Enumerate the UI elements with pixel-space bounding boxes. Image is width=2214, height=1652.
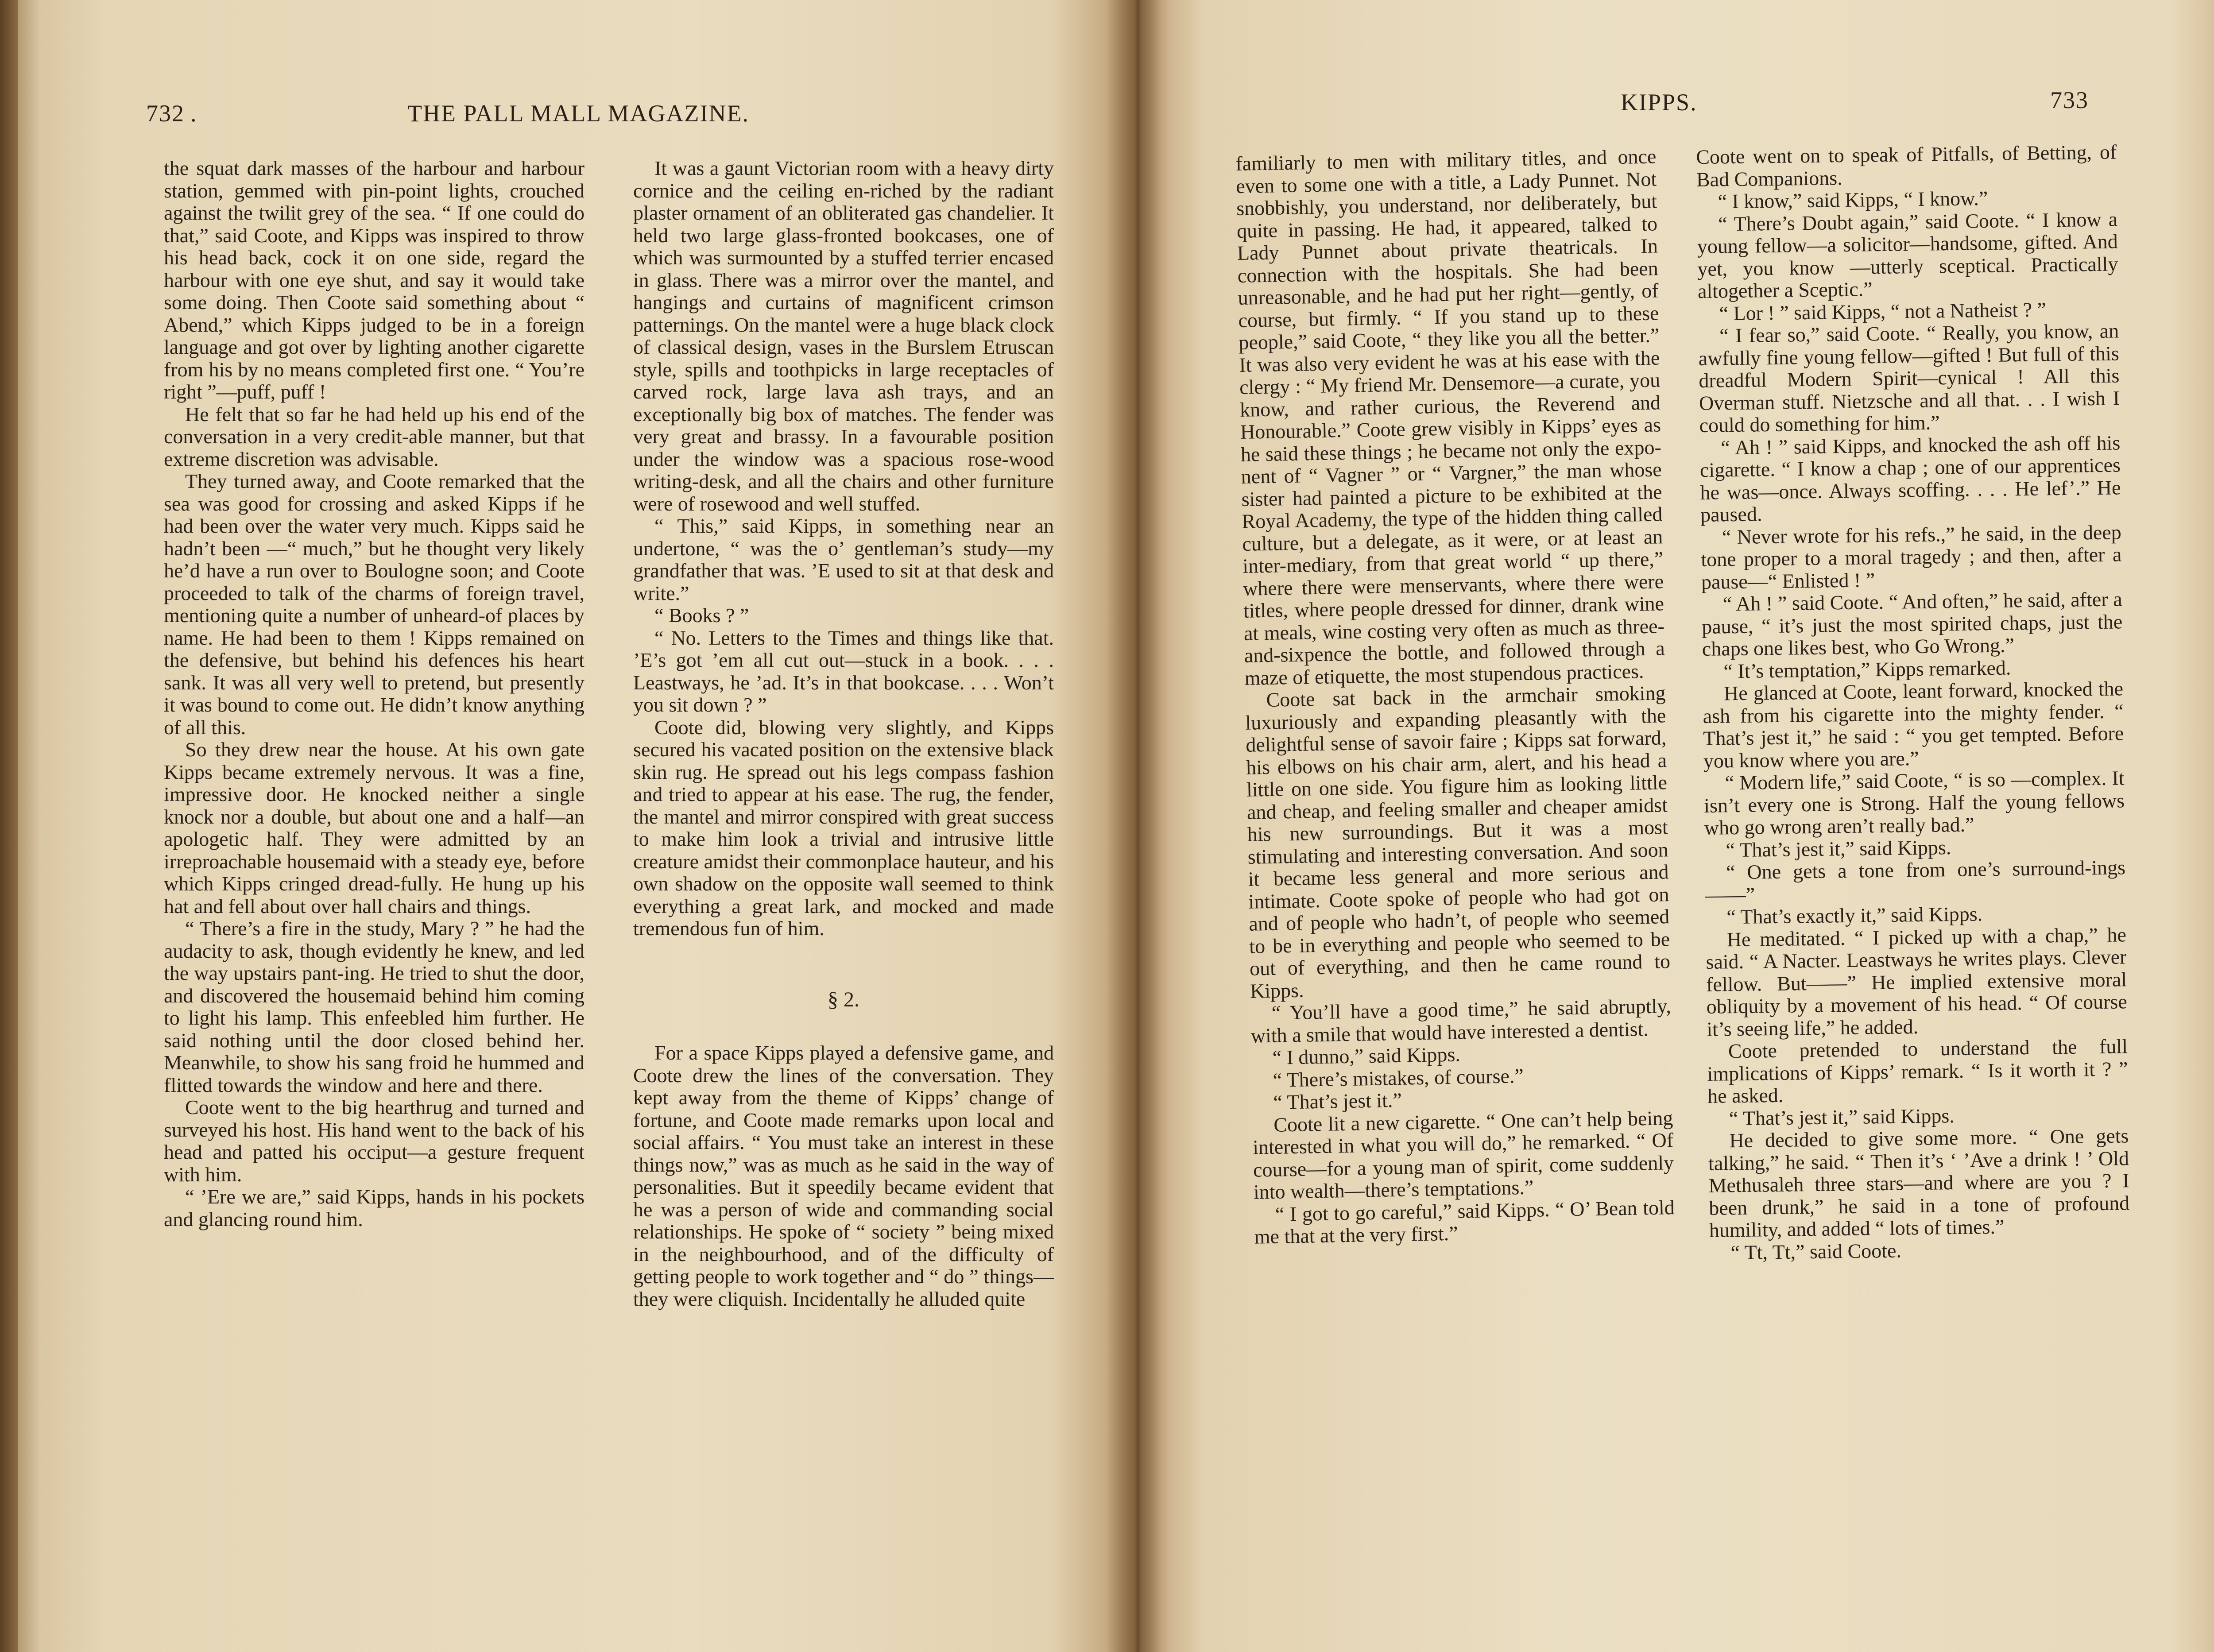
- paragraph: “ That’s jest it.”: [1273, 1088, 1402, 1114]
- left-page: [18, 0, 1138, 1652]
- paragraph: “ Lor ! ” said Kipps, “ not a Natheist ? ”: [1719, 298, 2047, 325]
- dot-separator: .: [190, 100, 197, 127]
- paragraph: It was a gaunt Victorian room with a heavy dirty cornice and the ceiling en-riched by the radiant plaster ornament of an obliterated gas chandelier. It held two large glass-fronted bookcases, one of which was surmounted by a stuffed terrier encased in glass. There was a mirror over the mantel, and hangings and curtains of magnificent crimson patternings. On the mantel were a huge black clock of classical design, vases in the Burslem Etruscan style, spills and toothpicks in large receptacles of carved rock, large lava ash trays, and an exceptionally big box of matches. The fender was very great and brassy. In a favourable position under the window was a spacious rose-wood writing-desk, and all the chairs and other furniture were of rosewood and well stuffed.: [633, 157, 1054, 515]
- paragraph: “ This,” said Kipps, in something near an undertone, “ was the o’ gentleman’s study—my grandfather that was. ’E used to sit at that desk and write.”: [633, 515, 1054, 604]
- right-page: [1138, 0, 2214, 1652]
- paragraph: “ Books ? ”: [654, 604, 749, 627]
- paragraph: “ One gets a tone from one’s surround-ings——”: [1705, 856, 2126, 906]
- paragraph: “ That’s jest it,” said Kipps.: [1726, 836, 1951, 861]
- paragraph: “ ’Ere we are,” said Kipps, hands in his pockets and glancing round him.: [164, 1185, 584, 1230]
- section-mark: § 2.: [828, 987, 859, 1011]
- paragraph: Coote went on to speak of Pitfalls, of Betting, of Bad Companions.: [1695, 140, 2117, 191]
- paragraph: “ Never wrote for his refs.,” he said, in the deep tone proper to a moral tragedy ; and then, after a pause—“ Enlisted ! ”: [1701, 520, 2122, 593]
- left-page-column-2: [633, 157, 1054, 1310]
- paragraph: Coote did, blowing very slightly, and Kipps secured his vacated position on the extensive black skin rug. He spread out his legs compass fashion and tried to appear at his ease. The rug, the fender, the mantel and mirror conspired with great success to make him look a trivial and intrusive little creature amidst their commonplace hauteur, and his own shadow on the opposite wall seemed to think everything a great lark, and mocked and made tremendous fun of him.: [633, 716, 1054, 940]
- paragraph: the squat dark masses of the harbour and harbour station, gemmed with pin-point lights, crouched against the twilit grey of the sea. “ If one could do that,” said Coote, and Kipps was inspired to throw his head back, cock it on one side, regard the harbour with one eye shut, and say it would take some doing. Then Coote said something about “ Abend,” which Kipps judged to be in a foreign language and got over by lighting another cigarette from his by no means completed first one. “ You’re right ”—puff, puff !: [164, 157, 584, 403]
- paragraph: “ I fear so,” said Coote. “ Really, you know, an awfully fine young fellow—gifted ! But full of this dreadful Modern Spirit—cynical ! All this Overman stuff. Nietzsche and all that. . . I wish I could do something for him.”: [1698, 319, 2120, 437]
- paragraph: “ It’s temptation,” Kipps remarked.: [1723, 656, 2011, 682]
- paragraph: “ No. Letters to the Times and things like that. ’E’s got ’em all cut out—stuck in a book. . . . Leastways, he ’ad. It’s in that bookcase. . . . Won’t you sit down ? ”: [633, 626, 1054, 716]
- paragraph: familiarly to men with military titles, and once even to some one with a title, a Lady Punnet. Not snobbishly, you understand, nor deliberately, but quite in passing. He had, it appeared, talked to Lady Punnet about private theatricals. In connection with the hospitals. She had been unreasonable, and he had put her right—gently, of course, but firmly. “ If you stand up to these people,” said Coote, “ they like you all the better.” It was also very evident he was at his ease with the clergy : “ My friend Mr. Densemore—a curate, you know, and rather curious, the Reverend and Honourable.” Coote grew visibly in Kipps’ eyes as he said these things ; he became not only the expo-nent of “ Vagner ” or “ Vargner,” the man whose sister had painted a picture to be exhibited at the Royal Academy, the type of the hidden thing called culture, but a delegate, as it were, or at least an inter-mediary, from that great world “ up there,” where there were menservants, where there were titles, where people dressed for dinner, drank wine at meals, wine costing very often as much as three-and-sixpence the bottle, and followed through a maze of etiquette, the most stupendous practices.: [1235, 145, 1665, 689]
- paragraph: “ I got to go careful,” said Kipps. “ O’ Bean told me that at the very first.”: [1254, 1195, 1675, 1248]
- paragraph: Coote went to the big hearthrug and turned and surveyed his host. His hand went to the back of his head and patted his occiput—a gesture frequent with him.: [164, 1096, 584, 1186]
- paragraph: “ That’s exactly it,” said Kipps.: [1726, 902, 1983, 929]
- paragraph: “ There’s a fire in the study, Mary ? ” he had the audacity to ask, though evidently he knew, and led the way upstairs pant-ing. He tried to shut the door, and discovered the housemaid behind him coming to light his lamp. This enfeebled him further. He said nothing until the door closed behind her. Meanwhile, to show his sang froid he hummed and flitted towards the window and here and there.: [164, 917, 584, 1096]
- paragraph: “ Modern life,” said Coote, “ is so —complex. It isn’t every one is Strong. Half the young fellows who go wrong aren’t really bad.”: [1703, 766, 2125, 839]
- paragraph: “ You’ll have a good time,” he said abruptly, with a smile that would have interested a dentist.: [1250, 994, 1672, 1047]
- paragraph: They turned away, and Coote remarked that the sea was good for crossing and asked Kipps if he had been over the water very much. Kipps said he hadn’t been —“ much,” but he thought very likely he’d have a run over to Boulogne soon; and Coote proceeded to talk of the charms of foreign travel, mentioning quite a number of unheard-of places by name. He had been to them ! Kipps remained on the defensive, but behind his defences his heart sank. It was all very well to pretend, but presently it was bound to come out. He didn’t know anything of all this.: [164, 470, 584, 739]
- paragraph: “ Ah ! ” said Coote. “ And often,” he said, after a pause, “ it’s just the most spirited chaps, just the chaps one likes best, who Go Wrong.”: [1701, 588, 2123, 660]
- paragraph: “ There’s mistakes, of course.”: [1273, 1064, 1524, 1091]
- paragraph: “ I dunno,” said Kipps.: [1272, 1043, 1461, 1069]
- paragraph: “ Tt, Tt,” said Coote.: [1730, 1239, 1902, 1264]
- paragraph: Coote lit a new cigarette. “ One can’t help being interested in what you will do,” he remarked. “ Of course—for a young man of spirit, come suddenly into wealth—there’s temptations.”: [1252, 1106, 1674, 1203]
- left-page-column-1: [164, 157, 584, 1230]
- paragraph: For a space Kipps played a defensive game, and Coote drew the lines of the conversation. They kept away from the theme of Kipps’ change of fortune, and Coote made remarks upon local and social affairs. “ You must take an interest in these things now,” was as much as he said in the way of personalities. But it speedily became evident that he was a person of wide and commanding social relationships. He spoke of “ society ” being mixed in the neighbourhood, and of the difficulty of getting people to work together and “ do ” things—they were cliquish. Incidentally he alluded quite: [633, 1041, 1054, 1310]
- paragraph: He decided to give some more. “ One gets talking,” he said. “ Then it’s ‘ ’Ave a drink ! ’ Old Methusaleh three stars—and where are you ? I been drunk,” he said in a tone of profound humility, and added “ lots of times.”: [1708, 1124, 2130, 1242]
- paragraph: So they drew near the house. At his own gate Kipps became extremely nervous. It was a fine, impressive door. He knocked neither a single knock nor a double, but about one and a half—an apologetic half. They were admitted by an irreproachable housemaid with a steady eye, before which Kipps cringed dread-fully. He hung up his hat and fell about over hall chairs and things.: [164, 738, 584, 917]
- page-number-right: 733: [2050, 87, 2089, 113]
- right-page-column-2: [1696, 141, 2130, 1264]
- paragraph: “ I know,” said Kipps, “ I know.”: [1718, 186, 1988, 213]
- book-cover-left-edge: [0, 0, 18, 1652]
- running-head-left: THE PALL MALL MAGAZINE.: [407, 100, 749, 127]
- paragraph: He felt that so far he had held up his end of the conversation in a very credit-able manner, but that extreme discretion was advisable.: [164, 402, 584, 470]
- right-page-column-1: [1235, 145, 1675, 1248]
- running-head-right: KIPPS.: [1621, 89, 1697, 116]
- paragraph: “ Ah ! ” said Kipps, and knocked the ash off his cigarette. “ I know a chap ; one of our apprentices he was—once. Always scoffing. . . . He lef’.” He paused.: [1699, 431, 2121, 526]
- paragraph: “ That’s jest it,” said Kipps.: [1729, 1104, 1955, 1130]
- paragraph: “ There’s Doubt again,” said Coote. “ I know a young fellow—a solicitor—handsome, gifted. And yet, you know —utterly sceptical. Practically altogether a Sceptic.”: [1697, 207, 2118, 302]
- paragraph: He meditated. “ I picked up with a chap,” he said. “ A Nacter. Leastways he writes plays. Clever fellow. But——” He implied extensive moral obliquity by a movement of his head. “ Of course it’s seeing life,” he added.: [1706, 923, 2127, 1041]
- paragraph: He glanced at Coote, leant forward, knocked the ash from his cigarette into the mighty fender. “ That’s jest it,” he said : “ you get tempted. Before you know where you are.”: [1703, 677, 2124, 772]
- paragraph: Coote sat back in the armchair smoking luxuriously and expanding pleasantly with the delightful sense of savoir faire ; Kipps sat forward, his elbows on his chair arm, alert, and his head a little on one side. You figure him as looking little and cheap, and feeling smaller and cheaper amidst his new surroundings. But it was a most stimulating and interesting conversation. And soon it became less general and more serious and intimate. Coote spoke of people who had got on and of people who hadn’t, of people who seemed to be in everything and people who seemed to be out of everything, and then he came round to Kipps.: [1245, 681, 1671, 1002]
- page-number-left: 732: [146, 100, 185, 127]
- paragraph: Coote pretended to understand the full implications of Kipps’ remark. “ Is it worth it ? ” he asked.: [1707, 1035, 2128, 1107]
